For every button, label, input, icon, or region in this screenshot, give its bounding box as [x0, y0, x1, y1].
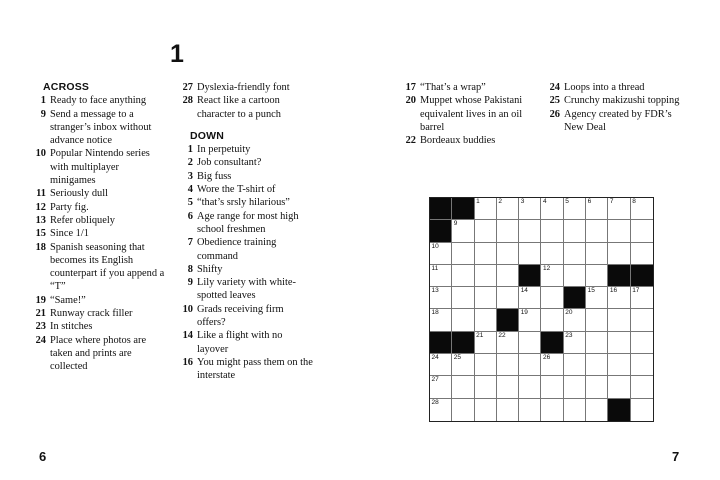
clue-number: 7 — [187, 237, 193, 249]
across-header: ACROSS — [43, 81, 90, 93]
cell-number: 26 — [542, 354, 551, 362]
cell-number: 18 — [431, 309, 439, 317]
grid-cell[interactable] — [475, 399, 497, 421]
grid-block — [430, 332, 452, 354]
clue-item — [181, 276, 313, 303]
clue-item — [181, 329, 313, 356]
clue-number: 9 — [40, 108, 46, 120]
clue-item — [34, 187, 166, 200]
clue-text: Runway crack filler — [50, 308, 133, 320]
clue-item — [34, 108, 166, 148]
grid-cell[interactable] — [631, 287, 653, 309]
clue-number: 5 — [187, 197, 193, 209]
grid-cell[interactable] — [452, 220, 474, 242]
grid-cell[interactable] — [430, 309, 452, 331]
grid-cell[interactable] — [430, 354, 452, 376]
grid-cell[interactable] — [541, 376, 563, 398]
grid-block — [497, 309, 519, 331]
grid-cell[interactable] — [564, 243, 586, 265]
clue-item — [34, 334, 166, 374]
clue-item — [34, 241, 166, 294]
clue-item — [181, 210, 313, 237]
clue-number: 18 — [35, 241, 46, 253]
cell-number: 8 — [632, 198, 636, 205]
grid-cell[interactable] — [452, 354, 474, 376]
grid-cell[interactable] — [497, 354, 519, 376]
down-clues-column-2 — [404, 81, 536, 147]
grid-cell[interactable] — [541, 265, 563, 287]
clue-item — [34, 294, 166, 307]
cell-number: 6 — [587, 198, 592, 205]
clue-item — [181, 236, 313, 263]
grid-cell[interactable] — [631, 399, 653, 421]
clue-text: In stitches — [50, 321, 93, 333]
grid-block — [430, 220, 452, 242]
grid-cell[interactable] — [519, 332, 541, 354]
cell-number: 5 — [565, 198, 569, 205]
grid-cell[interactable] — [541, 243, 563, 265]
grid-cell[interactable] — [519, 198, 541, 220]
cell-number: 17 — [632, 287, 640, 295]
grid-cell[interactable] — [586, 287, 608, 309]
grid-cell[interactable] — [452, 243, 474, 265]
grid-cell[interactable] — [608, 287, 630, 309]
clue-text: Big fuss — [197, 170, 232, 182]
clue-item — [181, 263, 313, 276]
grid-cell[interactable] — [586, 354, 608, 376]
clue-text: Party fig. — [50, 201, 89, 213]
grid-cell[interactable] — [430, 399, 452, 421]
across-clues-column — [34, 81, 166, 374]
clue-text: Ready to face anything — [50, 95, 147, 107]
grid-cell[interactable] — [586, 243, 608, 265]
clue-item — [34, 94, 166, 107]
clue-item — [181, 94, 313, 121]
grid-cell[interactable] — [564, 399, 586, 421]
clue-number: 20 — [405, 95, 416, 107]
grid-cell[interactable] — [608, 198, 630, 220]
clue-number: 17 — [405, 82, 416, 93]
clue-number: 24 — [549, 82, 560, 93]
clue-item — [181, 196, 313, 209]
clue-item — [181, 170, 313, 183]
grid-cell[interactable] — [519, 243, 541, 265]
grid-cell[interactable] — [564, 265, 586, 287]
clue-text: Since 1/1 — [50, 228, 89, 240]
clue-text: Age range for most high school freshmen — [197, 210, 299, 235]
clue-text: Seriously dull — [50, 188, 109, 200]
cell-number: 24 — [431, 354, 439, 362]
grid-block — [631, 265, 653, 287]
clue-number: 25 — [549, 95, 560, 107]
cell-number: 19 — [520, 309, 528, 317]
grid-block — [541, 332, 563, 354]
clue-number: 12 — [35, 201, 46, 213]
grid-cell[interactable] — [586, 399, 608, 421]
clue-item — [181, 356, 313, 383]
clue-number: 28 — [182, 95, 193, 107]
clue-text: React like a cartoon character to a punch — [197, 95, 281, 120]
clue-text: Spanish seasoning that becomes its English counterpart if you append a “T” — [50, 241, 165, 293]
clue-text: Grads receiving firm offers? — [197, 303, 284, 329]
grid-cell[interactable] — [631, 198, 653, 220]
cell-number: 12 — [542, 264, 551, 272]
cell-number: 2 — [498, 198, 503, 205]
clue-number: 10 — [35, 148, 46, 160]
clue-text: Refer obliquely — [50, 214, 115, 226]
clue-number: 23 — [35, 321, 46, 333]
cell-number: 27 — [431, 376, 439, 384]
grid-cell[interactable] — [475, 265, 497, 287]
grid-cell[interactable] — [564, 376, 586, 398]
clue-text: Crunchy makizushi topping — [564, 95, 680, 107]
clue-number: 1 — [40, 95, 46, 107]
grid-cell[interactable] — [631, 243, 653, 265]
clue-text: Lily variety with white-spotted leaves — [197, 277, 296, 302]
clue-text: “That’s a wrap” — [420, 82, 486, 93]
grid-cell[interactable] — [631, 354, 653, 376]
grid-cell[interactable] — [608, 376, 630, 398]
clue-text: “Same!” — [50, 294, 86, 306]
grid-cell[interactable] — [497, 265, 519, 287]
grid-cell[interactable] — [475, 287, 497, 309]
cell-number: 22 — [498, 331, 506, 339]
clue-text: Place where photos are taken and prints are collected — [50, 334, 147, 373]
clue-number: 2 — [187, 157, 193, 169]
clue-number: 4 — [187, 184, 193, 196]
grid-cell[interactable] — [608, 354, 630, 376]
grid-cell[interactable] — [430, 243, 452, 265]
clue-item — [181, 156, 313, 169]
grid-cell[interactable] — [497, 243, 519, 265]
grid-cell[interactable] — [475, 309, 497, 331]
grid-cell[interactable] — [452, 309, 474, 331]
clue-text: Bordeaux buddies — [420, 135, 496, 147]
cell-number: 10 — [431, 242, 439, 250]
grid-cell[interactable] — [608, 309, 630, 331]
clue-item — [34, 320, 166, 333]
grid-cell[interactable] — [586, 332, 608, 354]
grid-cell[interactable] — [608, 220, 630, 242]
grid-cell[interactable] — [631, 220, 653, 242]
clue-item — [34, 227, 166, 240]
cell-number: 21 — [476, 331, 484, 339]
clue-text: Job consultant? — [197, 157, 262, 169]
grid-cell[interactable] — [519, 354, 541, 376]
clue-item — [548, 108, 688, 135]
grid-cell[interactable] — [564, 354, 586, 376]
grid-cell[interactable] — [430, 265, 452, 287]
clue-text: Dyslexia-friendly font — [197, 82, 290, 93]
clue-text: Like a flight with no layover — [197, 330, 283, 355]
cell-number: 20 — [565, 309, 573, 317]
grid-cell[interactable] — [608, 332, 630, 354]
grid-cell[interactable] — [586, 376, 608, 398]
grid-cell[interactable] — [475, 198, 497, 220]
clue-item — [404, 94, 536, 134]
clue-item — [34, 201, 166, 214]
clue-number: 15 — [35, 228, 46, 240]
puzzle-number: 1 — [170, 40, 184, 68]
grid-block — [519, 265, 541, 287]
grid-cell[interactable] — [475, 354, 497, 376]
clue-text: In perpetuity — [197, 144, 251, 156]
cell-number: 23 — [565, 331, 573, 339]
cell-number: 11 — [431, 264, 439, 272]
clue-text: Agency created by FDR’s New Deal — [564, 108, 672, 133]
clue-text: Muppet whose Pakistani equivalent lives in an oil barrel — [420, 95, 523, 133]
clue-text: Loops into a thread — [564, 82, 645, 93]
grid-cell[interactable] — [631, 309, 653, 331]
clue-item — [404, 134, 536, 147]
grid-cell[interactable] — [586, 198, 608, 220]
clue-number: 8 — [187, 263, 193, 275]
grid-cell[interactable] — [631, 332, 653, 354]
grid-cell[interactable] — [452, 287, 474, 309]
grid-cell[interactable] — [497, 220, 519, 242]
grid-cell[interactable] — [430, 287, 452, 309]
grid-cell[interactable] — [564, 198, 586, 220]
grid-cell[interactable] — [541, 220, 563, 242]
clue-text: “that’s srsly hilarious” — [197, 197, 290, 209]
grid-cell[interactable] — [519, 399, 541, 421]
grid-cell[interactable] — [541, 287, 563, 309]
clue-number: 19 — [35, 294, 46, 306]
cell-number: 1 — [476, 198, 480, 205]
grid-cell[interactable] — [497, 198, 519, 220]
down-header: DOWN — [190, 129, 225, 142]
grid-block — [608, 399, 630, 421]
grid-cell[interactable] — [452, 376, 474, 398]
grid-block — [564, 287, 586, 309]
grid-cell[interactable] — [608, 243, 630, 265]
grid-cell[interactable] — [586, 309, 608, 331]
clue-item — [181, 303, 313, 330]
grid-cell[interactable] — [475, 243, 497, 265]
clue-number: 16 — [182, 356, 193, 368]
cell-number: 3 — [520, 198, 525, 205]
clue-number: 3 — [187, 170, 193, 182]
clue-number: 11 — [36, 188, 46, 200]
cell-number: 14 — [520, 287, 528, 295]
clue-number: 22 — [405, 135, 416, 147]
cell-number: 13 — [431, 287, 439, 295]
cell-number: 7 — [609, 198, 614, 205]
clue-item — [404, 81, 536, 94]
grid-cell[interactable] — [475, 332, 497, 354]
page-number-right: 7 — [672, 449, 680, 464]
clue-number: 21 — [35, 308, 46, 320]
grid-cell[interactable] — [541, 198, 563, 220]
grid-cell[interactable] — [564, 332, 586, 354]
clue-item — [548, 81, 688, 94]
grid-cell[interactable] — [452, 399, 474, 421]
cell-number: 9 — [453, 220, 458, 228]
clue-item — [34, 307, 166, 320]
clue-item — [548, 94, 688, 107]
clue-item — [181, 183, 313, 196]
grid-cell[interactable] — [541, 309, 563, 331]
clue-text: Wore the T-shirt of — [197, 184, 276, 196]
clue-number: 24 — [35, 334, 46, 346]
down-clues-column-3 — [548, 81, 688, 134]
clue-number: 1 — [187, 144, 193, 156]
grid-cell[interactable] — [475, 376, 497, 398]
cell-number: 25 — [453, 354, 462, 362]
grid-block — [430, 198, 452, 220]
grid-block — [452, 198, 474, 220]
grid-cell[interactable] — [452, 265, 474, 287]
clue-text: You might pass them on the interstate — [197, 356, 313, 382]
grid-cell[interactable] — [519, 220, 541, 242]
grid-cell[interactable] — [631, 376, 653, 398]
grid-cell[interactable] — [564, 220, 586, 242]
clue-number: 27 — [182, 82, 193, 93]
cell-number: 4 — [542, 198, 547, 205]
clue-number: 10 — [182, 303, 193, 315]
clue-text: Send a message to a stranger’s inbox without advance notice — [50, 108, 152, 147]
grid-cell[interactable] — [497, 376, 519, 398]
cell-number: 16 — [609, 287, 618, 295]
clue-number: 14 — [182, 330, 193, 342]
grid-cell[interactable] — [497, 287, 519, 309]
grid-cell[interactable] — [497, 399, 519, 421]
grid-cell[interactable] — [541, 399, 563, 421]
clue-item — [181, 143, 313, 156]
crossword-grid[interactable] — [429, 197, 654, 422]
grid-block — [452, 332, 474, 354]
clue-text: Popular Nintendo series with multiplayer minigames — [50, 148, 150, 187]
clue-number: 6 — [187, 210, 193, 222]
cell-number: 28 — [431, 398, 439, 406]
clue-item — [181, 81, 313, 94]
grid-cell[interactable] — [541, 354, 563, 376]
clue-number: 9 — [187, 277, 193, 289]
grid-cell[interactable] — [564, 309, 586, 331]
grid-cell[interactable] — [586, 220, 608, 242]
clue-number: 13 — [35, 214, 46, 226]
grid-block — [608, 265, 630, 287]
grid-cell[interactable] — [497, 332, 519, 354]
cell-number: 15 — [587, 287, 595, 295]
clue-number: 26 — [549, 108, 560, 120]
clue-text: Obedience training command — [197, 237, 277, 262]
grid-cell[interactable] — [519, 309, 541, 331]
grid-cell[interactable] — [475, 220, 497, 242]
grid-cell[interactable] — [430, 376, 452, 398]
grid-cell[interactable] — [519, 376, 541, 398]
page-number-left: 6 — [39, 449, 47, 464]
grid-cell[interactable] — [586, 265, 608, 287]
mixed-clues-column — [181, 81, 313, 383]
grid-cell[interactable] — [519, 287, 541, 309]
clue-text: Shifty — [197, 263, 223, 275]
clue-item — [34, 147, 166, 187]
clue-item — [34, 214, 166, 227]
